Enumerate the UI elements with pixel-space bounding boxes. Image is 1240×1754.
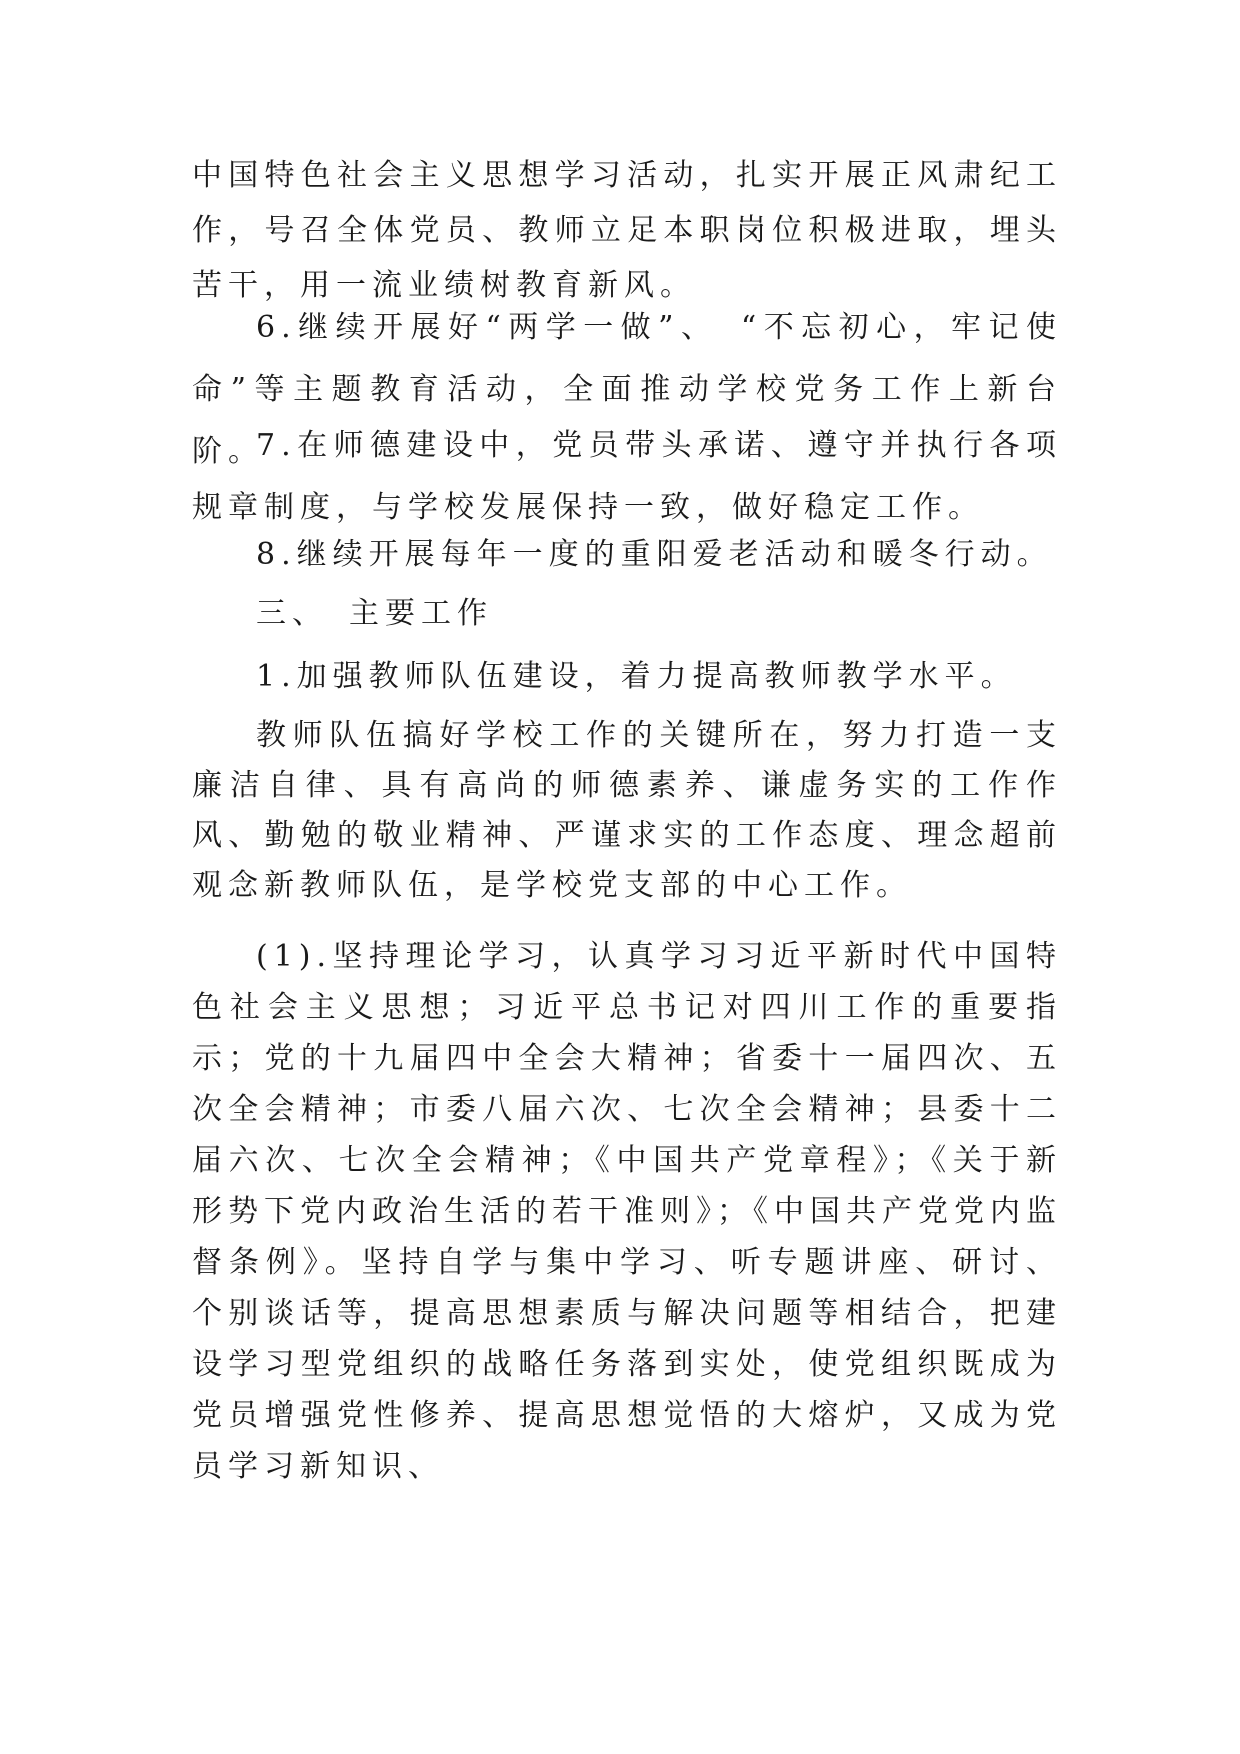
list-item-7 — [192, 415, 1062, 539]
paragraph-text: 教师队伍搞好学校工作的关键所在，努力打造一支廉洁自律、具有高尚的师德素养、谦虚务实的工作作风、勤勉的敬业精神、严谨求实的工作态度、理念超前观念新教师队伍，是学校党支部的中心工作。 — [192, 718, 1062, 903]
paragraph-text: 6.继续开展好“两学一做”、 “不忘初心，牢记使命”等主题教育活动，全面推动学校党务工作上新台阶。 — [192, 310, 1062, 469]
list-item-8 — [192, 530, 1062, 580]
heading-text: 三、 主要工作 — [256, 596, 493, 631]
paragraph-text: 7.在师德建设中，党员带头承诺、遵守并执行各项规章制度，与学校发展保持一致，做好稳定工作。 — [192, 428, 1062, 525]
paragraph-text: 1.加强教师队伍建设，着力提高教师教学水平。 — [256, 659, 1017, 694]
paragraph-theory-study — [192, 931, 1062, 1492]
paragraph-text: (1).坚持理论学习，认真学习习近平新时代中国特色社会主义思想；习近平总书记对四川工作的重要指示；党的十九届四中全会大精神；省委十一届四次、五次全会精神；市委八届六次、七次全会精神；县委十二届六次、七次全会精神；《中国共产党章程》；《关于新形势下党内政治生活的若干准则》；《中国共产党党内监督条例》。坚持自学与集中学习、听专题讲座、研讨、个别谈话等，提高思想素质与解决问题等相结合，把建设学习型党组织的战略任务落到实处，使党组织既成为党员增强党性修养、提高思想觉悟的大熔炉，又成为党员学习新知识、 — [192, 939, 1062, 1484]
subheading-1 — [192, 652, 1062, 702]
paragraph-text: 中国特色社会主义思想学习活动，扎实开展正风肃纪工作，号召全体党员、教师立足本职岗位积极进取，埋头苦干，用一流业绩树教育新风。 — [192, 158, 1062, 303]
paragraph-text: 8.继续开展每年一度的重阳爱老活动和暖冬行动。 — [256, 537, 1053, 572]
section-heading — [192, 589, 1062, 639]
paragraph-teachers — [192, 711, 1062, 911]
paragraph-continued — [192, 148, 1062, 313]
